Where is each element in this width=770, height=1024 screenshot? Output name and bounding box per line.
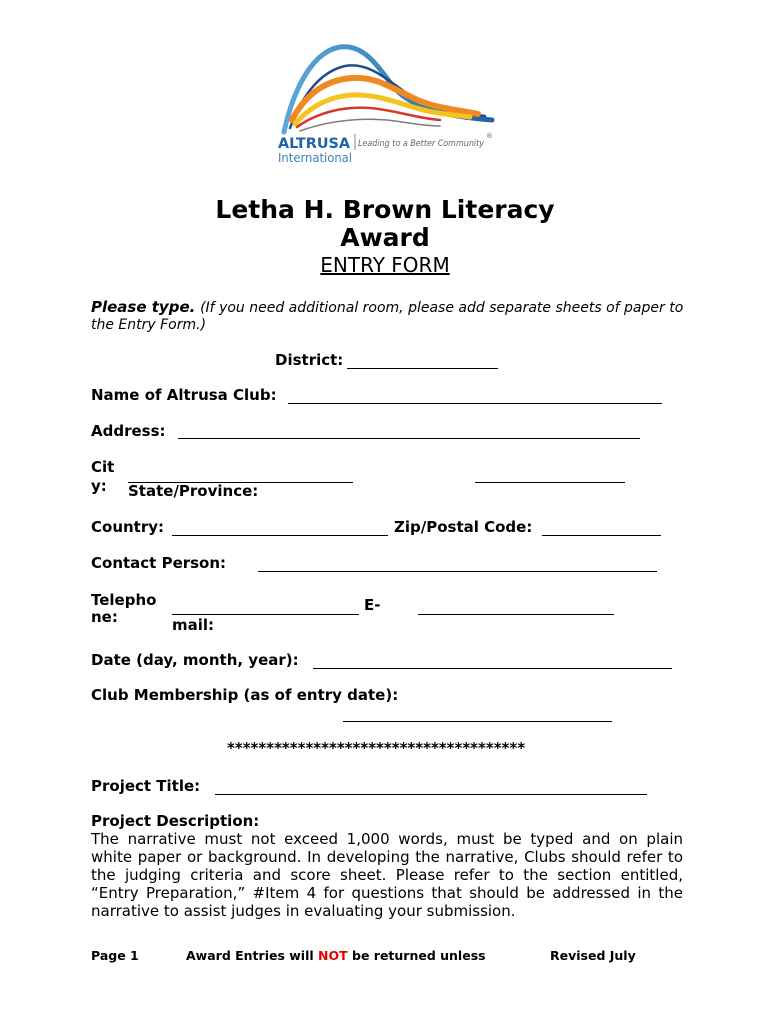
- date-field[interactable]: [313, 668, 672, 669]
- project-description-line: white paper or background. In developing the narrative, Clubs should refer to: [91, 848, 683, 866]
- country-field[interactable]: [172, 535, 388, 536]
- state-province-label: State/Province:: [128, 482, 259, 500]
- state-province-field[interactable]: [475, 482, 625, 483]
- project-description-line: The narrative must not exceed 1,000 words, must be typed and on plain: [91, 830, 683, 848]
- instructions-note: (If you need additional room, please add separate sheets of paper to: [200, 300, 684, 316]
- footer-notice-after: be returned unless: [352, 948, 486, 963]
- city-label-part1: Cit: [91, 458, 115, 476]
- telephone-field[interactable]: [172, 614, 359, 615]
- form-subtitle: ENTRY FORM: [320, 253, 450, 277]
- city-label-part2: y:: [91, 477, 107, 495]
- project-description-heading: Project Description:: [91, 812, 260, 830]
- footer-notice-emphasis: NOT: [318, 948, 348, 963]
- club-membership-label: Club Membership (as of entry date):: [91, 686, 399, 704]
- email-label-part2: mail:: [172, 616, 215, 634]
- footer-page-number: Page 1: [91, 948, 139, 963]
- logo-registered-mark: ®: [486, 132, 493, 140]
- email-label-part1: E-: [364, 596, 381, 614]
- country-label: Country:: [91, 518, 165, 536]
- address-label: Address:: [91, 422, 166, 440]
- project-description-line: the judging criteria and score sheet. Please refer to the section entitled,: [91, 866, 683, 884]
- club-name-label: Name of Altrusa Club:: [91, 386, 277, 404]
- form-title: Letha H. Brown Literacy Award: [215, 195, 555, 252]
- instructions-emphasis: Please type.: [91, 298, 196, 316]
- logo-wordmark: ALTRUSA: [278, 136, 351, 152]
- telephone-label-part1: Telepho: [91, 591, 157, 609]
- instructions-line: [91, 298, 683, 317]
- project-title-field[interactable]: [215, 794, 647, 795]
- footer-notice: [186, 948, 486, 963]
- altrusa-logo: [270, 40, 500, 170]
- district-label: District:: [275, 351, 344, 369]
- instructions-note-continued: the Entry Form.): [91, 317, 207, 333]
- district-field[interactable]: [347, 368, 498, 369]
- project-title-label: Project Title:: [91, 777, 201, 795]
- address-field[interactable]: [178, 438, 640, 439]
- logo-tagline: Leading to a Better Community: [358, 139, 485, 149]
- contact-person-label: Contact Person:: [91, 554, 227, 572]
- logo-subtitle: International: [278, 151, 352, 165]
- zip-postal-code-field[interactable]: [542, 535, 661, 536]
- footer-revised: Revised July: [550, 948, 636, 963]
- club-membership-field[interactable]: [343, 721, 612, 722]
- project-description-line: “Entry Preparation,” #Item 4 for questions that should be addressed in the: [91, 884, 683, 902]
- logo-navy-ribbon: [290, 65, 485, 128]
- zip-postal-code-label: Zip/Postal Code:: [394, 518, 533, 536]
- footer-notice-before: Award Entries will: [186, 948, 314, 963]
- logo-gray-ribbon: [300, 119, 440, 131]
- date-label: Date (day, month, year):: [91, 651, 299, 669]
- email-field[interactable]: [418, 614, 614, 615]
- telephone-label-part2: ne:: [91, 608, 118, 626]
- project-description-line: narrative to assist judges in evaluating your submission.: [91, 902, 516, 920]
- contact-person-field[interactable]: [258, 571, 657, 572]
- club-name-field[interactable]: [288, 403, 662, 404]
- asterisk-separator: **************************************: [227, 739, 526, 757]
